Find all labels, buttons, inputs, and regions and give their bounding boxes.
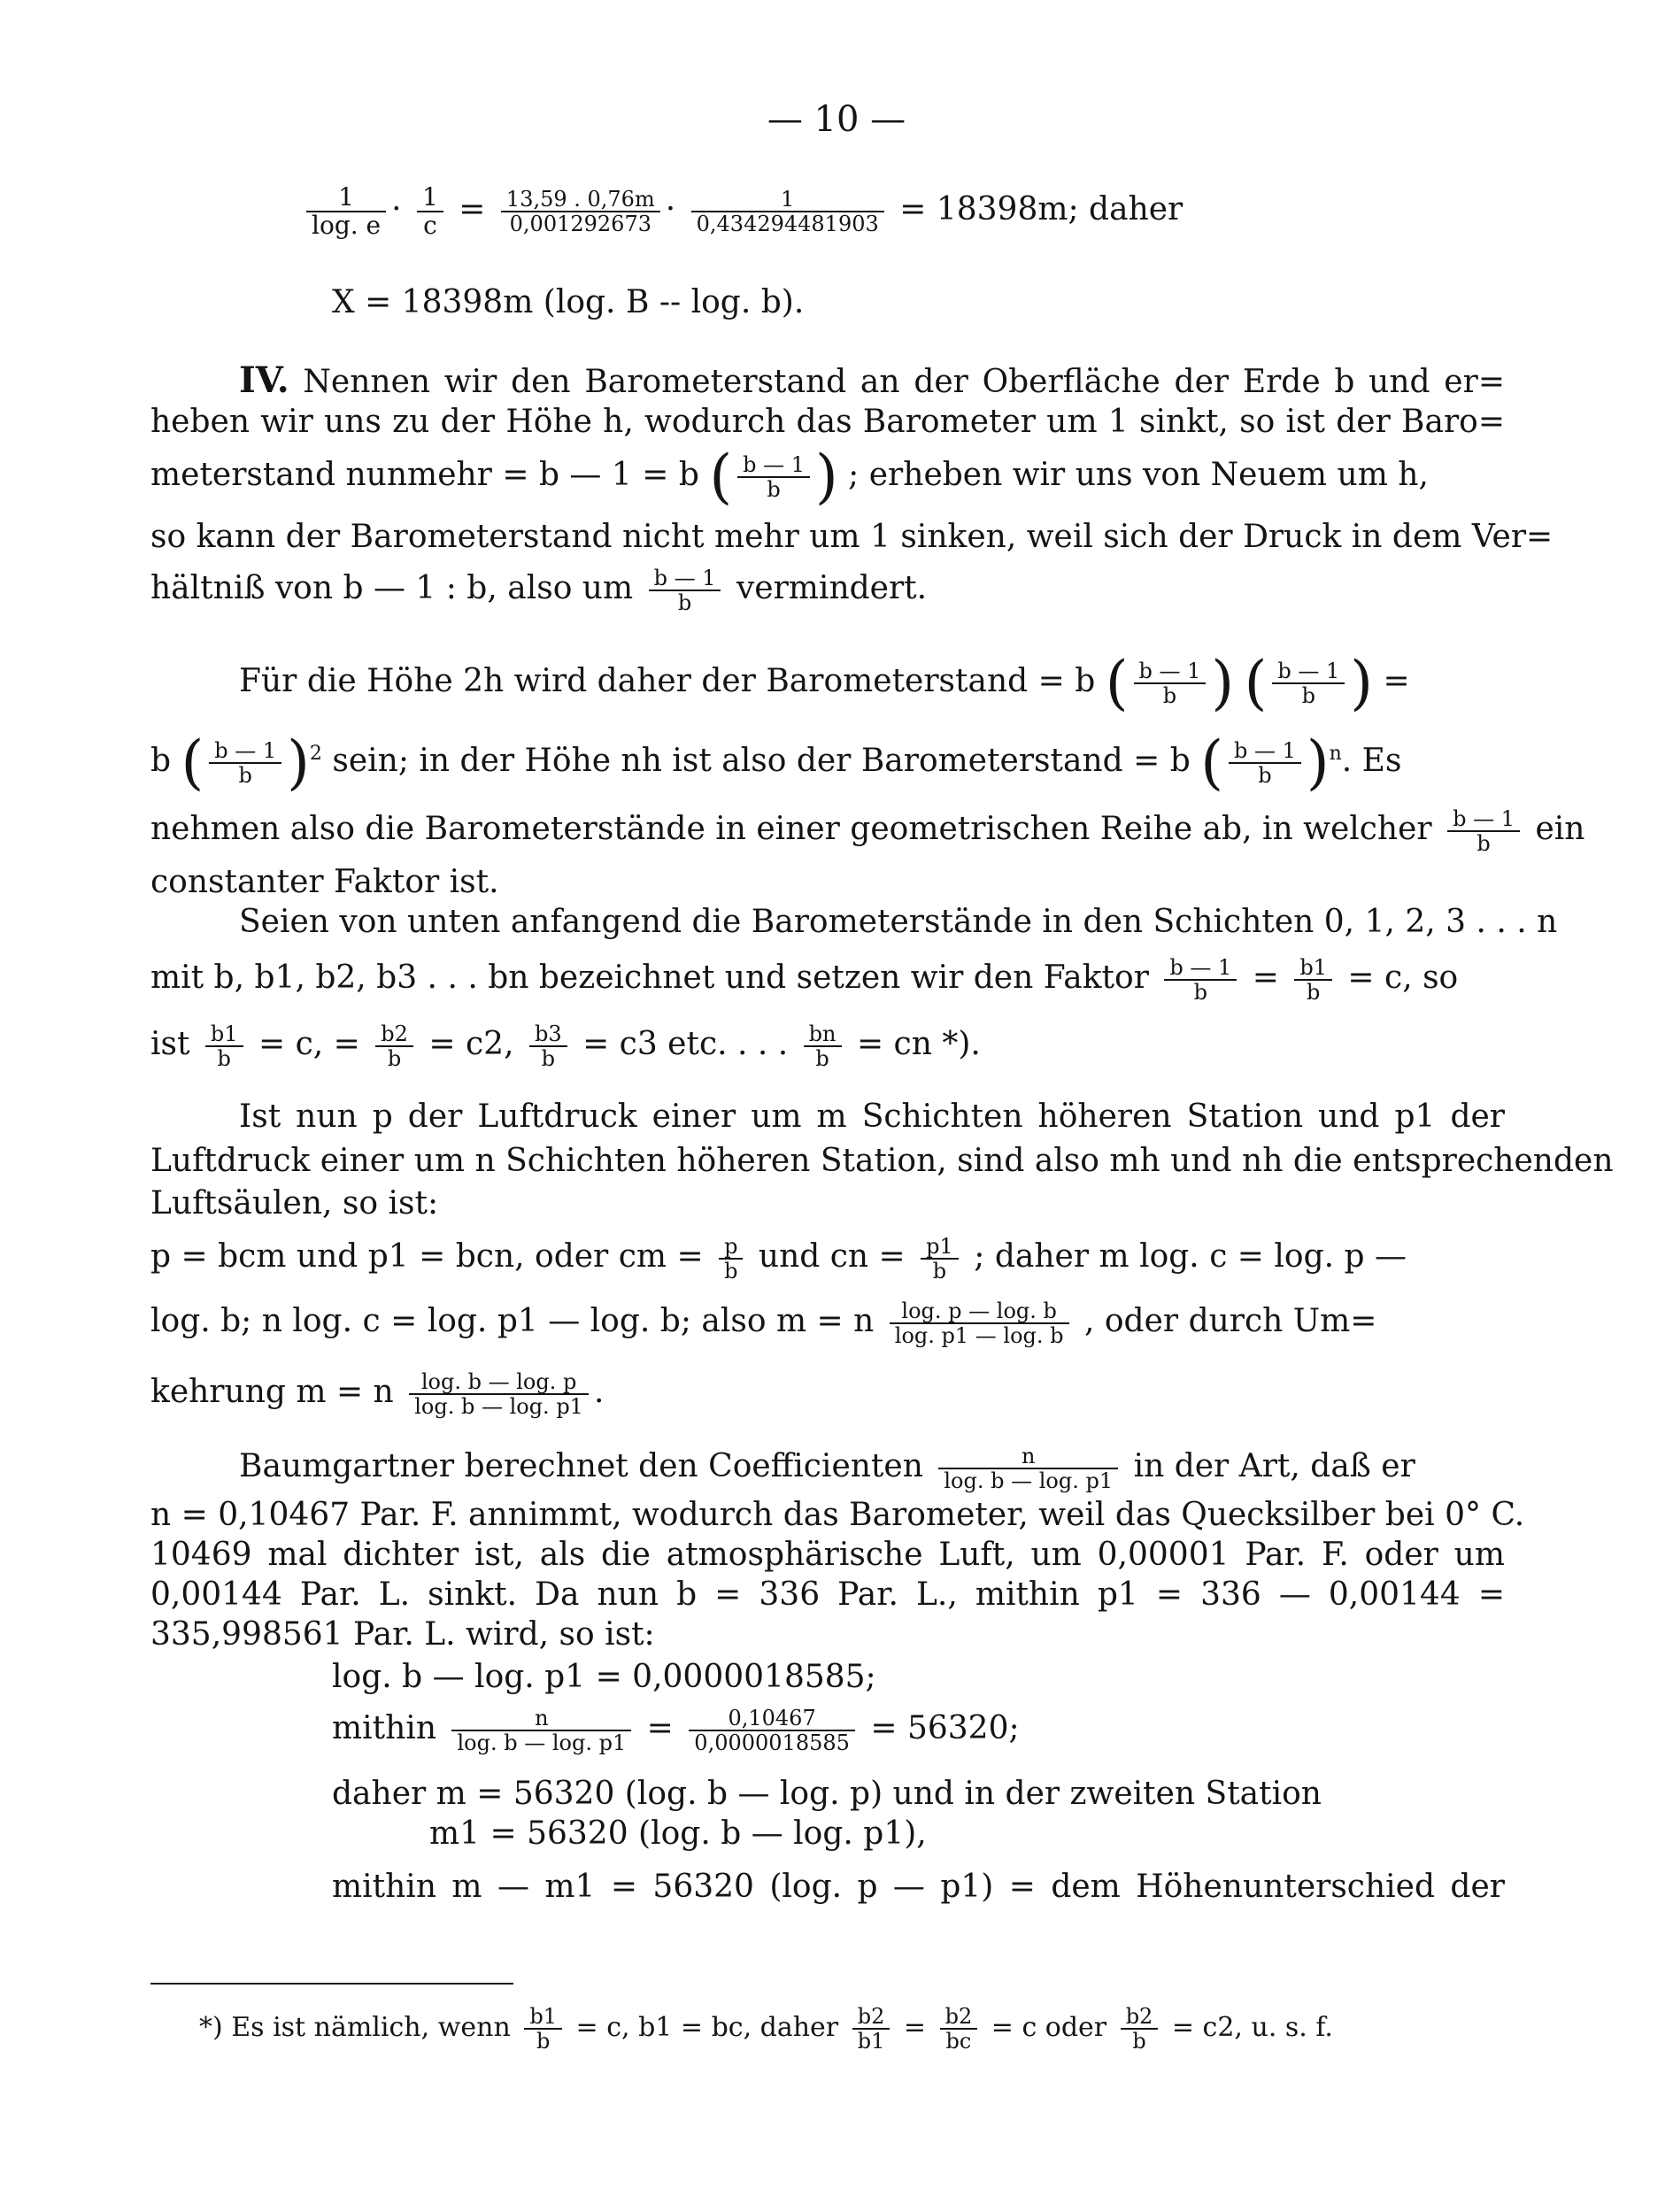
paragraph-2-line-3: nehmen also die Barometerstände in einer geometrischen Reihe ab, in welcher $\frac{b — 1}{b}$ ein (150, 806, 1585, 856)
paragraph-5-line-1: Baumgartner berechnet den Coefficienten $\frac{n}{\log. b — \log. p1}$ in der Art, daß er (239, 1444, 1415, 1493)
paragraph-4-line-1: Ist nun p der Luftdruck einer um m Schichten höheren Station und p1 der (239, 1098, 1505, 1135)
section-iv-line-4: so kann der Barometerstand nicht mehr um 1 sinken, weil sich der Druck in dem Ver= (150, 519, 1554, 555)
paragraph-2-line-2: b ( $\frac{b — 1}{b}$ )$^2$ sein; in der Höhe nh ist also der Barometerstand = b ( $\frac{b — 1}{b}$ )$^n$. Es (150, 728, 1402, 797)
equation-block-line-2: mithin $\frac{n}{\log. b — \log. p1}$ = $\frac{0,10467}{0,0000018585}$ = 56320; (332, 1706, 1020, 1755)
equation-block-line-5: mithin m — m1 = 56320 (log. p — p1) = dem Höhenunterschied der (332, 1869, 1505, 1905)
paragraph-5-line-3: 10469 mal dichter ist, als die atmosphärische Luft, um 0,00001 Par. F. oder um (150, 1537, 1505, 1573)
section-iv-line-5: hältniß von b — 1 : b, also um $\frac{b — 1}{b}$ vermindert. (150, 566, 928, 615)
section-heading-iv: IV. (239, 359, 289, 401)
paragraph-2-line-4: constanter Faktor ist. (150, 864, 499, 900)
footnote-rule (150, 1983, 513, 1985)
paragraph-4-line-3: Luftsäulen, so ist: (150, 1185, 439, 1222)
fraction-1-log-e: $\frac{1}{\log. e}$ (306, 184, 386, 239)
equation-line-1: $\frac{1}{\log. e}$ · $\frac{1}{c}$ = $\frac{13,59 . 0,76m}{0,001292673}$ · $\frac{1}{0,434294481903}$ = 18398m; daher (301, 184, 1363, 239)
equation-block-line-4: m1 = 56320 (log. b — log. p1), (429, 1815, 927, 1852)
paragraph-3-line-1: Seien von unten anfangend die Barometerstände in den Schichten 0, 1, 2, 3 . . . n (239, 904, 1558, 940)
fraction-1-0-434: $\frac{1}{0,434294481903}$ (691, 188, 884, 235)
fraction-13-59: $\frac{13,59 . 0,76m}{0,001292673}$ (501, 188, 660, 235)
paragraph-2-line-1: Für die Höhe 2h wird daher der Barometerstand = b ( $\frac{b — 1}{b}$ ) ( $\frac{b — 1}{b}$ ) = (239, 649, 1410, 717)
paragraph-4-line-5: log. b; n log. c = log. p1 — log. b; also m = n $\frac{\log. p — \log. b}{\log. p1 — \log. b}$ , oder durch Um= (150, 1299, 1377, 1348)
fraction-1-c: $\frac{1}{c}$ (417, 184, 443, 239)
paragraph-5-line-5: 335,998561 Par. L. wird, so ist: (150, 1616, 655, 1653)
paragraph-3-line-2: mit b, b1, b2, b3 . . . bn bezeichnet und setzen wir den Faktor $\frac{b — 1}{b}$ = $\frac{b1}{b}$ = c, so (150, 955, 1459, 1005)
section-iv-line-3: meterstand nunmehr = b — 1 = b ( $\frac{b — 1}{b}$ ) ; erheben wir uns von Neuem um h, (150, 443, 1429, 511)
paragraph-4-line-6: kehrung m = n $\frac{\log. b — \log. p}{\log. b — \log. p1}$ . (150, 1369, 605, 1419)
footnote: *) Es ist nämlich, wenn $\frac{b1}{b}$ = c, b1 = bc, daher $\frac{b2}{b1}$ = $\frac{b2}{bc}$ = c oder $\frac{b2}{b}$ = c2, u. s. f. (199, 2004, 1333, 2054)
page-number: — 10 — (767, 99, 906, 140)
section-iv-line-1: IV. Nennen wir den Barometerstand an der Oberfläche der Erde b und er= (239, 359, 1505, 401)
equation-block-line-3: daher m = 56320 (log. b — log. p) und in der zweiten Station (332, 1776, 1322, 1812)
paragraph-4-line-4: p = bcm und p1 = bcn, oder cm = $\frac{p}{b}$ und cn = $\frac{p1}{b}$ ; daher m log. c = log. p — (150, 1234, 1407, 1283)
paragraph-4-line-2: Luftdruck einer um n Schichten höheren Station, sind also mh und nh die entsprechenden (150, 1143, 1614, 1179)
equation-line-2: X = 18398m (log. B -- log. b). (332, 284, 805, 320)
paragraph-5-line-2: n = 0,10467 Par. F. annimmt, wodurch das Barometer, weil das Quecksilber bei 0° C. (150, 1497, 1525, 1533)
paragraph-5-line-4: 0,00144 Par. L. sinkt. Da nun b = 336 Par. L., mithin p1 = 336 — 0,00144 = (150, 1576, 1505, 1613)
equation-block-line-1: log. b — log. p1 = 0,0000018585; (332, 1659, 876, 1695)
paragraph-3-line-3: ist $\frac{b1}{b}$ = c, = $\frac{b2}{b}$ = c2, $\frac{b3}{b}$ = c3 etc. . . . $\frac{bn}{b}$ = cn *). (150, 1021, 981, 1071)
section-iv-line-2: heben wir uns zu der Höhe h, wodurch das Barometer um 1 sinkt, so ist der Baro= (150, 404, 1505, 440)
